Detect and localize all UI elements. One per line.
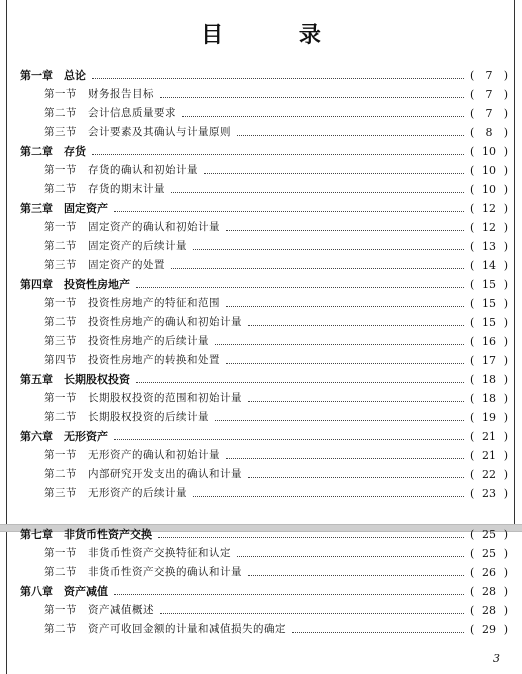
open-paren: ( bbox=[470, 145, 475, 158]
open-paren: ( bbox=[470, 88, 475, 101]
close-paren: ) bbox=[503, 164, 508, 177]
dot-leader bbox=[226, 306, 464, 307]
page-ref-number: 29 bbox=[482, 623, 496, 636]
page-reference bbox=[464, 104, 514, 123]
open-paren: ( bbox=[470, 547, 475, 560]
toc-section-row bbox=[0, 294, 522, 313]
section-title: 第四节 投资性房地产的转换和处置 bbox=[44, 354, 220, 366]
page-ref-number: 14 bbox=[482, 259, 496, 272]
section-title: 第一节 固定资产的确认和初始计量 bbox=[44, 221, 220, 233]
open-paren: ( bbox=[470, 566, 475, 579]
close-paren: ) bbox=[503, 221, 508, 234]
close-paren: ) bbox=[503, 183, 508, 196]
close-paren: ) bbox=[503, 373, 508, 386]
page-reference bbox=[464, 256, 514, 275]
section-title: 第二节 长期股权投资的后续计量 bbox=[44, 411, 209, 423]
toc-section-row bbox=[0, 563, 522, 582]
open-paren: ( bbox=[470, 373, 475, 386]
page-reference bbox=[464, 180, 514, 199]
open-paren: ( bbox=[470, 604, 475, 617]
section-title: 第一节 资产减值概述 bbox=[44, 604, 154, 616]
chapter-title: 第三章 固定资产 bbox=[20, 202, 108, 215]
section-title: 第一节 长期股权投资的范围和初始计量 bbox=[44, 392, 242, 404]
open-paren: ( bbox=[470, 585, 475, 598]
chapter-title: 第二章 存货 bbox=[20, 145, 86, 158]
dot-leader bbox=[248, 401, 464, 402]
page-reference bbox=[464, 123, 514, 142]
toc-section-row bbox=[0, 465, 522, 484]
close-paren: ) bbox=[503, 547, 508, 560]
toc-chapter-row bbox=[0, 525, 522, 544]
toc-section-row bbox=[0, 389, 522, 408]
page-ref-number: 16 bbox=[482, 335, 496, 348]
page-reference bbox=[464, 620, 514, 639]
close-paren: ) bbox=[503, 487, 508, 500]
dot-leader bbox=[136, 382, 464, 383]
open-paren: ( bbox=[470, 183, 475, 196]
close-paren: ) bbox=[503, 126, 508, 139]
page-reference bbox=[464, 351, 514, 370]
close-paren: ) bbox=[503, 604, 508, 617]
dot-leader bbox=[204, 173, 464, 174]
section-title: 第三节 无形资产的后续计量 bbox=[44, 487, 187, 499]
page-ref-number: 18 bbox=[482, 392, 496, 405]
page-reference bbox=[464, 237, 514, 256]
section-title: 第二节 会计信息质量要求 bbox=[44, 107, 176, 119]
open-paren: ( bbox=[470, 528, 475, 541]
open-paren: ( bbox=[470, 221, 475, 234]
page-reference bbox=[464, 582, 514, 601]
page-reference bbox=[464, 161, 514, 180]
close-paren: ) bbox=[503, 259, 508, 272]
toc-chapter-row bbox=[0, 142, 522, 161]
toc-chapter-row bbox=[0, 427, 522, 446]
page-reference bbox=[464, 142, 514, 161]
open-paren: ( bbox=[470, 259, 475, 272]
toc-chapter-row bbox=[0, 275, 522, 294]
close-paren: ) bbox=[503, 430, 508, 443]
page-reference bbox=[464, 294, 514, 313]
page-ref-number: 15 bbox=[482, 278, 496, 291]
dot-leader bbox=[158, 537, 464, 538]
section-title: 第一节 存货的确认和初始计量 bbox=[44, 164, 198, 176]
open-paren: ( bbox=[470, 623, 475, 636]
dot-leader bbox=[226, 458, 464, 459]
dot-leader bbox=[114, 594, 464, 595]
page-reference bbox=[464, 544, 514, 563]
page-ref-number: 13 bbox=[482, 240, 496, 253]
close-paren: ) bbox=[503, 449, 508, 462]
section-title: 第二节 投资性房地产的确认和初始计量 bbox=[44, 316, 242, 328]
open-paren: ( bbox=[470, 354, 475, 367]
page-reference bbox=[464, 66, 514, 85]
page-reference bbox=[464, 332, 514, 351]
page-reference bbox=[464, 85, 514, 104]
page-ref-number: 15 bbox=[482, 316, 496, 329]
section-title: 第三节 会计要素及其确认与计量原则 bbox=[44, 126, 231, 138]
page-ref-number: 17 bbox=[482, 354, 496, 367]
chapter-title: 第八章 资产减值 bbox=[20, 585, 108, 598]
dot-leader bbox=[193, 496, 464, 497]
page-reference bbox=[464, 313, 514, 332]
open-paren: ( bbox=[470, 430, 475, 443]
close-paren: ) bbox=[503, 316, 508, 329]
page-reference bbox=[464, 408, 514, 427]
page-ref-number: 7 bbox=[485, 88, 493, 101]
page-reference bbox=[464, 465, 514, 484]
page-ref-number: 15 bbox=[482, 297, 496, 310]
open-paren: ( bbox=[470, 240, 475, 253]
toc-section-row bbox=[0, 123, 522, 142]
dot-leader bbox=[136, 287, 464, 288]
toc-chapter-row bbox=[0, 199, 522, 218]
toc-section-row bbox=[0, 256, 522, 275]
page-ref-number: 10 bbox=[482, 164, 496, 177]
page-ref-number: 21 bbox=[482, 449, 496, 462]
dot-leader bbox=[160, 613, 464, 614]
section-title: 第二节 内部研究开发支出的确认和计量 bbox=[44, 468, 242, 480]
open-paren: ( bbox=[470, 392, 475, 405]
close-paren: ) bbox=[503, 88, 508, 101]
section-title: 第一节 财务报告目标 bbox=[44, 88, 154, 100]
open-paren: ( bbox=[470, 468, 475, 481]
page-reference bbox=[464, 218, 514, 237]
toc-section-row bbox=[0, 332, 522, 351]
dot-leader bbox=[292, 632, 464, 633]
page-reference bbox=[464, 484, 514, 503]
page-number: 3 bbox=[493, 652, 500, 665]
open-paren: ( bbox=[470, 278, 475, 291]
page-ref-number: 25 bbox=[482, 547, 496, 560]
dot-leader bbox=[215, 420, 464, 421]
close-paren: ) bbox=[503, 202, 508, 215]
page-reference bbox=[464, 275, 514, 294]
section-title: 第二节 资产可收回金额的计量和减值损失的确定 bbox=[44, 623, 286, 635]
chapter-title: 第七章 非货币性资产交换 bbox=[20, 528, 152, 541]
page-ref-number: 21 bbox=[482, 430, 496, 443]
toc-section-row bbox=[0, 601, 522, 620]
open-paren: ( bbox=[470, 69, 475, 82]
page-ref-number: 28 bbox=[482, 585, 496, 598]
page-ref-number: 23 bbox=[482, 487, 496, 500]
dot-leader bbox=[92, 78, 464, 79]
dot-leader bbox=[182, 116, 464, 117]
open-paren: ( bbox=[470, 487, 475, 500]
close-paren: ) bbox=[503, 297, 508, 310]
toc-chapter-row bbox=[0, 582, 522, 601]
close-paren: ) bbox=[503, 354, 508, 367]
open-paren: ( bbox=[470, 316, 475, 329]
page-title: 目 录 bbox=[201, 23, 355, 48]
open-paren: ( bbox=[470, 107, 475, 120]
page-ref-number: 7 bbox=[485, 69, 493, 82]
dot-leader bbox=[237, 135, 464, 136]
page-reference bbox=[464, 199, 514, 218]
dot-leader bbox=[114, 211, 464, 212]
page-ref-number: 19 bbox=[482, 411, 496, 424]
toc-chapter-row bbox=[0, 370, 522, 389]
toc-section-row bbox=[0, 180, 522, 199]
close-paren: ) bbox=[503, 335, 508, 348]
toc-section-row bbox=[0, 237, 522, 256]
chapter-title: 第五章 长期股权投资 bbox=[20, 373, 130, 386]
page-ref-number: 18 bbox=[482, 373, 496, 386]
close-paren: ) bbox=[503, 528, 508, 541]
page-reference bbox=[464, 525, 514, 544]
toc-section-row bbox=[0, 104, 522, 123]
page-ref-number: 7 bbox=[485, 107, 493, 120]
toc-section-row bbox=[0, 161, 522, 180]
open-paren: ( bbox=[470, 164, 475, 177]
dot-leader bbox=[171, 268, 464, 269]
page-ref-number: 28 bbox=[482, 604, 496, 617]
toc-section-row bbox=[0, 544, 522, 563]
chapter-title: 第一章 总论 bbox=[20, 69, 86, 82]
section-title: 第二节 固定资产的后续计量 bbox=[44, 240, 187, 252]
page-reference bbox=[464, 601, 514, 620]
dot-leader bbox=[226, 230, 464, 231]
close-paren: ) bbox=[503, 69, 508, 82]
dot-leader bbox=[92, 154, 464, 155]
section-title: 第一节 非货币性资产交换特征和认定 bbox=[44, 547, 231, 559]
dot-leader bbox=[114, 439, 464, 440]
toc-section-row bbox=[0, 85, 522, 104]
chapter-title: 第六章 无形资产 bbox=[20, 430, 108, 443]
open-paren: ( bbox=[470, 202, 475, 215]
page-ref-number: 8 bbox=[485, 126, 493, 139]
page-ref-number: 12 bbox=[482, 202, 496, 215]
open-paren: ( bbox=[470, 411, 475, 424]
dot-leader bbox=[215, 344, 464, 345]
toc-section-row bbox=[0, 351, 522, 370]
page-ref-number: 25 bbox=[482, 528, 496, 541]
page-ref-number: 10 bbox=[482, 183, 496, 196]
close-paren: ) bbox=[503, 278, 508, 291]
page-ref-number: 12 bbox=[482, 221, 496, 234]
open-paren: ( bbox=[470, 297, 475, 310]
page-ref-number: 26 bbox=[482, 566, 496, 579]
close-paren: ) bbox=[503, 468, 508, 481]
page-ref-number: 22 bbox=[482, 468, 496, 481]
close-paren: ) bbox=[503, 145, 508, 158]
toc-chapter-row bbox=[0, 66, 522, 85]
open-paren: ( bbox=[470, 335, 475, 348]
dot-leader bbox=[226, 363, 464, 364]
page-reference bbox=[464, 446, 514, 465]
section-title: 第三节 投资性房地产的后续计量 bbox=[44, 335, 209, 347]
open-paren: ( bbox=[470, 126, 475, 139]
section-title: 第二节 非货币性资产交换的确认和计量 bbox=[44, 566, 242, 578]
page-reference bbox=[464, 370, 514, 389]
chapter-title: 第四章 投资性房地产 bbox=[20, 278, 130, 291]
page-ref-number: 10 bbox=[482, 145, 496, 158]
dot-leader bbox=[248, 575, 464, 576]
toc-section-row bbox=[0, 313, 522, 332]
toc-section-row bbox=[0, 218, 522, 237]
toc-section-row bbox=[0, 484, 522, 503]
close-paren: ) bbox=[503, 623, 508, 636]
close-paren: ) bbox=[503, 566, 508, 579]
page-reference bbox=[464, 563, 514, 582]
toc-section-row bbox=[0, 620, 522, 639]
dot-leader bbox=[248, 477, 464, 478]
section-title: 第三节 固定资产的处置 bbox=[44, 259, 165, 271]
page-reference bbox=[464, 427, 514, 446]
dot-leader bbox=[237, 556, 464, 557]
dot-leader bbox=[248, 325, 464, 326]
close-paren: ) bbox=[503, 240, 508, 253]
close-paren: ) bbox=[503, 392, 508, 405]
close-paren: ) bbox=[503, 411, 508, 424]
toc-section-row bbox=[0, 446, 522, 465]
open-paren: ( bbox=[470, 449, 475, 462]
section-title: 第一节 投资性房地产的特征和范围 bbox=[44, 297, 220, 309]
section-title: 第一节 无形资产的确认和初始计量 bbox=[44, 449, 220, 461]
dot-leader bbox=[193, 249, 464, 250]
dot-leader bbox=[171, 192, 464, 193]
close-paren: ) bbox=[503, 585, 508, 598]
close-paren: ) bbox=[503, 107, 508, 120]
toc-section-row bbox=[0, 408, 522, 427]
dot-leader bbox=[160, 97, 464, 98]
page-reference bbox=[464, 389, 514, 408]
section-title: 第二节 存货的期末计量 bbox=[44, 183, 165, 195]
